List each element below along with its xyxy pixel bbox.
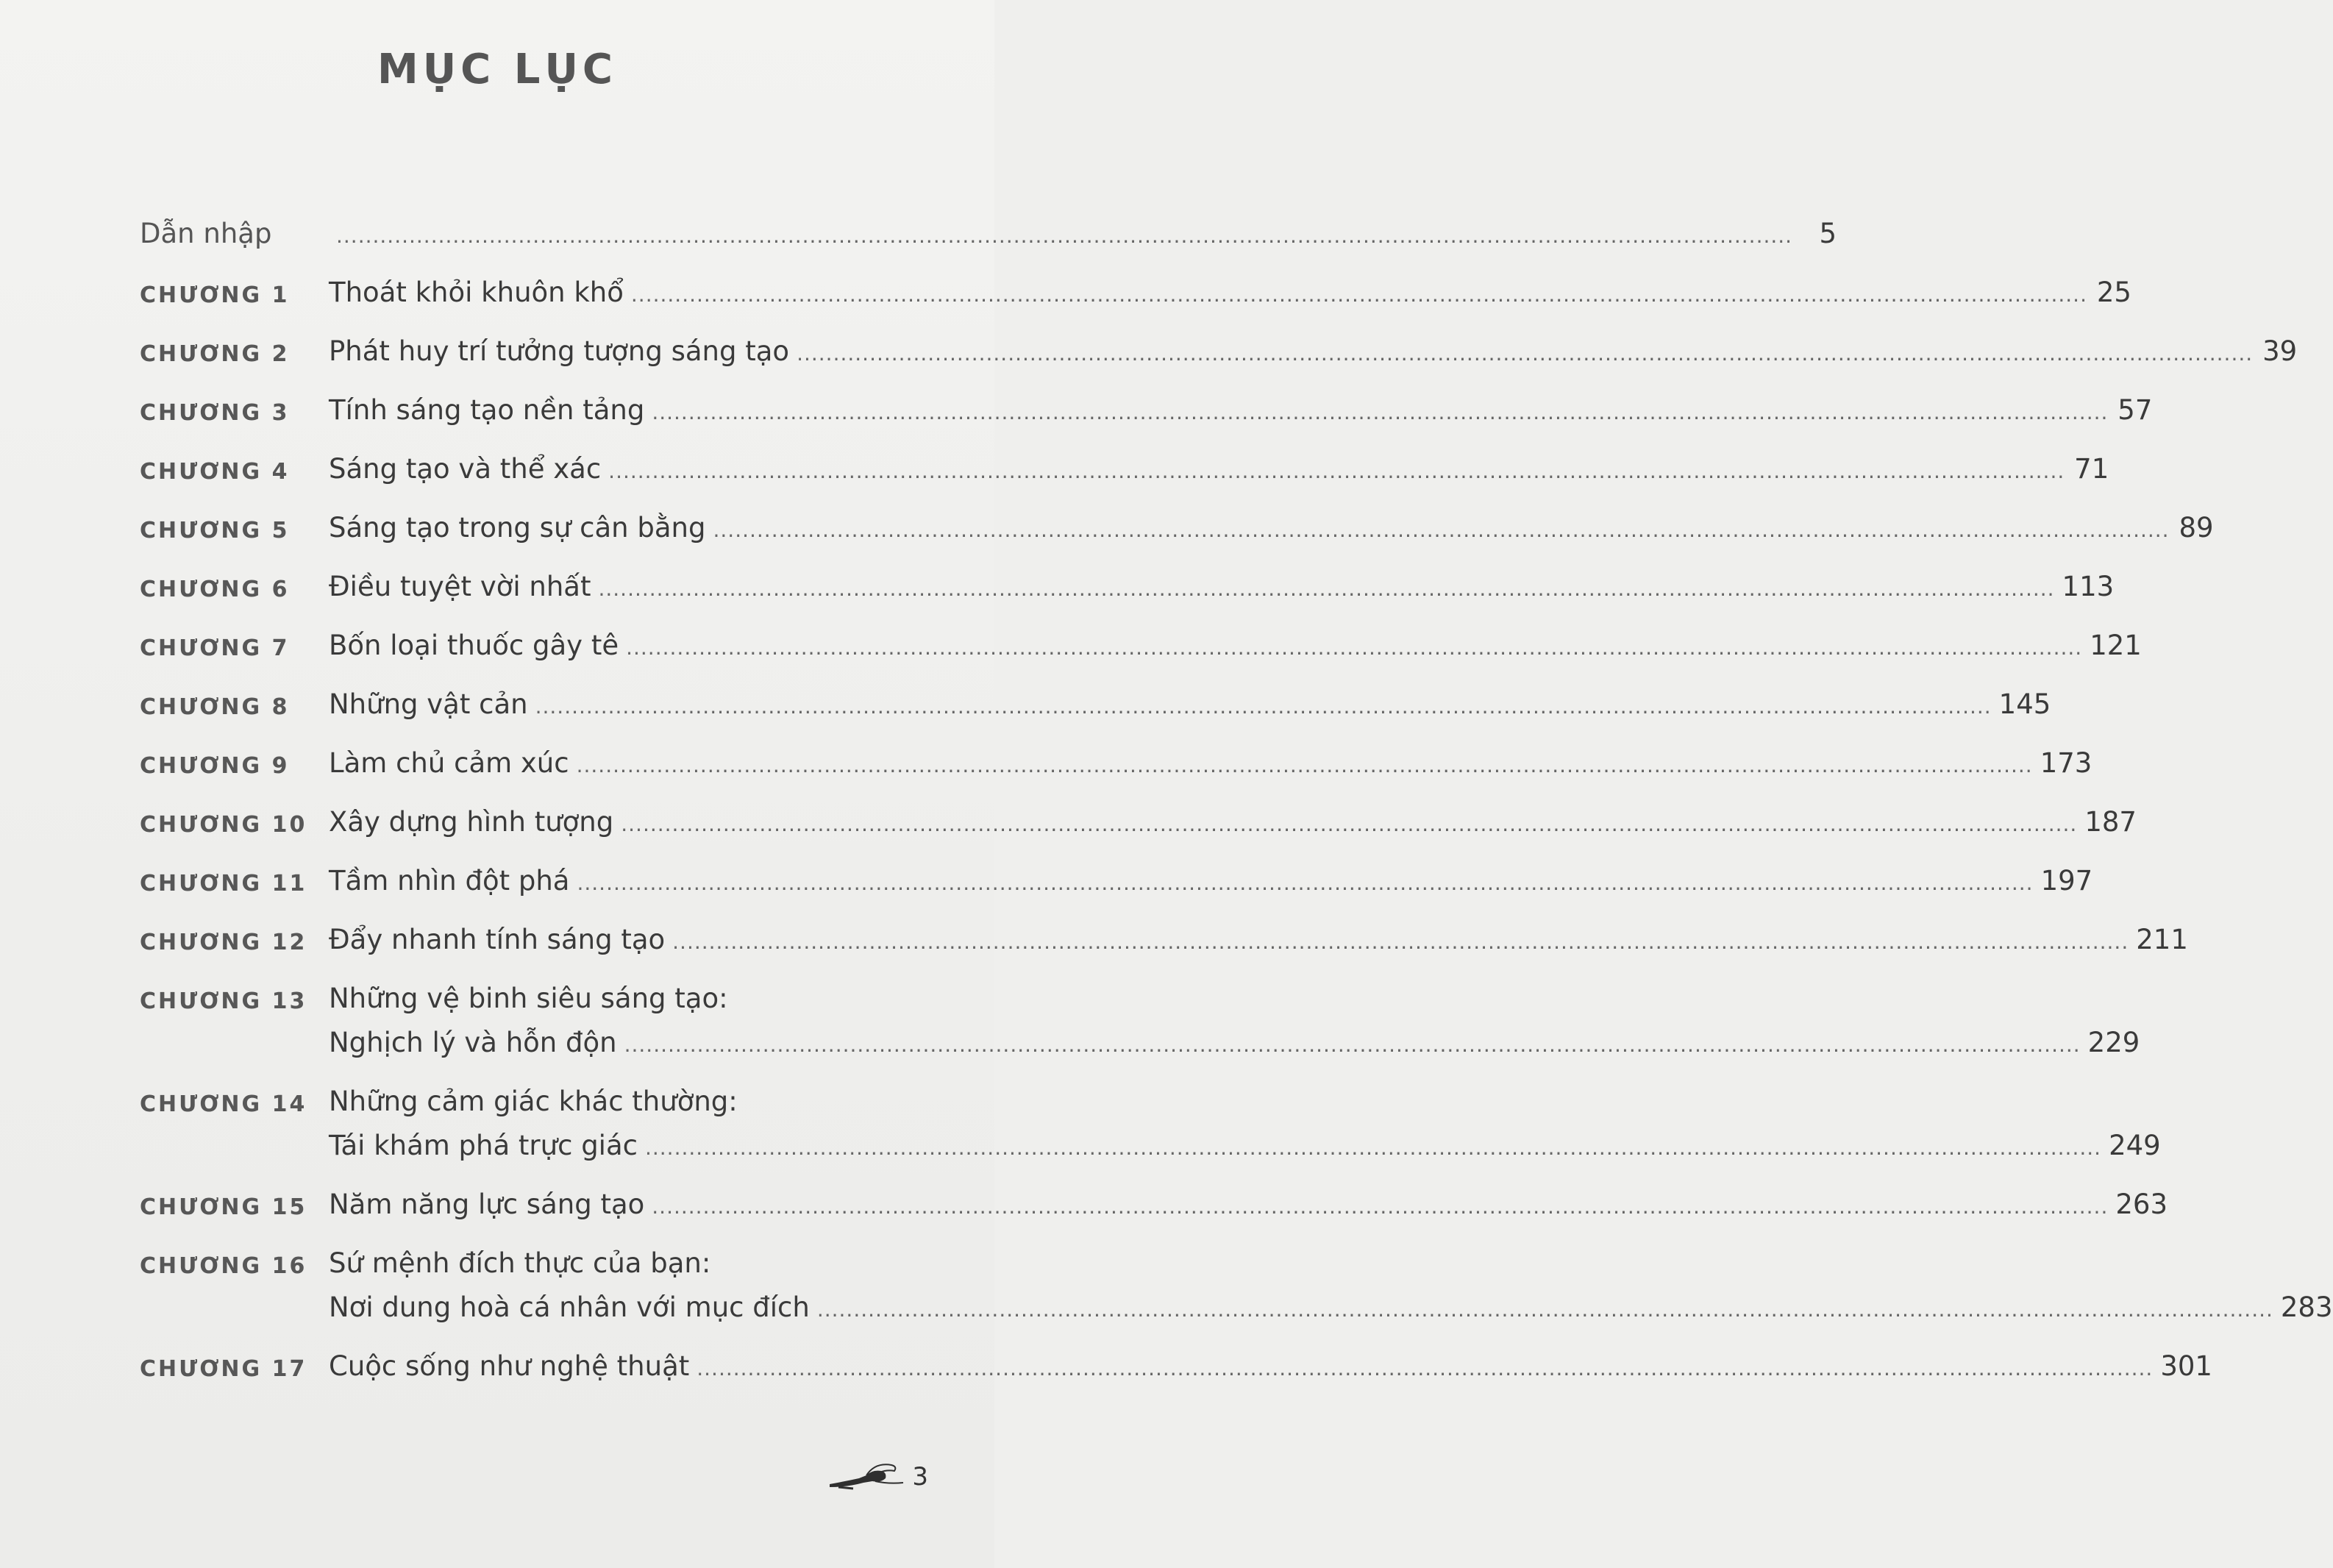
page-reference: 121 xyxy=(2090,630,2142,661)
chapter-title: Sứ mệnh đích thực của bạn: xyxy=(329,1247,711,1279)
page-reference: 173 xyxy=(2040,747,2092,779)
dot-leader: ........................................................................................................................................................................................................ xyxy=(652,400,2109,424)
toc-entry xyxy=(140,218,1837,262)
page-title: MỤC LỤC xyxy=(377,46,618,93)
dot-leader: ........................................................................................................................................................................................................ xyxy=(577,871,2034,895)
chapter-title: Những cảm giác khác thường: xyxy=(329,1086,738,1117)
dot-leader: ........................................................................................................................................................................................................ xyxy=(598,577,2055,601)
entry-line xyxy=(329,512,2214,556)
chapter-title: Phát huy trí tưởng tượng sáng tạo xyxy=(329,335,790,367)
entry-line xyxy=(329,630,2142,674)
dot-leader: ........................................................................................................................................................................................................ xyxy=(652,1194,2109,1219)
chapter-title: Thoát khỏi khuôn khổ xyxy=(329,277,624,308)
chapter-title: Những vật cản xyxy=(329,688,528,720)
entry-line xyxy=(329,1130,2161,1174)
chapter-label: CHƯƠNG 12 xyxy=(140,930,307,955)
chapter-title: Nơi dung hoà cá nhân với mục đích xyxy=(329,1291,810,1323)
toc-entry xyxy=(140,335,2298,379)
entry-content xyxy=(329,571,2114,615)
entry-content xyxy=(329,1247,2333,1336)
toc-entry xyxy=(140,1189,2168,1233)
entry-content xyxy=(329,747,2092,791)
dot-leader: ........................................................................................................................................................................................................ xyxy=(608,459,2065,483)
table-of-contents xyxy=(140,218,2333,1409)
dot-leader: ........................................................................................................................................................................................................ xyxy=(621,812,2078,836)
chapter-title: Sáng tạo và thể xác xyxy=(329,453,602,485)
chapter-label: CHƯƠNG 5 xyxy=(140,518,290,544)
chapter-title: Bốn loại thuốc gây tê xyxy=(329,630,619,661)
page-reference: 39 xyxy=(2262,335,2298,367)
chapter-label: CHƯƠNG 16 xyxy=(140,1253,307,1279)
dot-leader: ........................................................................................................................................................................................................ xyxy=(816,1297,2273,1322)
chapter-label: CHƯƠNG 6 xyxy=(140,577,290,602)
entry-content xyxy=(329,1350,2212,1394)
entry-line xyxy=(329,1027,2140,1071)
dot-leader: ........................................................................................................................................................................................................ xyxy=(713,518,2170,542)
entry-content xyxy=(329,806,2137,850)
toc-entry xyxy=(140,571,2115,615)
page-reference: 229 xyxy=(2087,1027,2140,1058)
dot-leader: ........................................................................................................................................................................................................ xyxy=(624,1033,2081,1057)
entry-line xyxy=(329,277,2131,321)
page-reference: 89 xyxy=(2179,512,2214,544)
entry-content xyxy=(329,512,2214,556)
chapter-title: Làm chủ cảm xúc xyxy=(329,747,569,779)
chapter-title: Nghịch lý và hỗn độn xyxy=(329,1027,617,1058)
bird-ornament-icon xyxy=(824,1459,905,1494)
entry-line xyxy=(329,453,2109,497)
dot-leader: ........................................................................................................................................................................................................ xyxy=(797,341,2254,366)
dot-leader: ........................................................................................................................................................................................................ xyxy=(535,694,1992,719)
page-reference: 113 xyxy=(2062,571,2115,602)
toc-entry xyxy=(140,277,2131,321)
chapter-title: Sáng tạo trong sự cân bằng xyxy=(329,512,706,544)
page-reference: 5 xyxy=(1819,218,1837,249)
chapter-title: Đẩy nhanh tính sáng tạo xyxy=(329,924,666,955)
chapter-label: CHƯƠNG 13 xyxy=(140,988,307,1014)
entry-line xyxy=(329,1189,2168,1233)
intro-label: Dẫn nhập xyxy=(140,218,272,249)
chapter-label: CHƯƠNG 3 xyxy=(140,400,290,426)
page-reference: 187 xyxy=(2084,806,2137,838)
entry-content xyxy=(329,394,2152,438)
entry-line xyxy=(329,806,2137,850)
chapter-label: CHƯƠNG 17 xyxy=(140,1356,307,1382)
chapter-title: Tính sáng tạo nền tảng xyxy=(329,394,645,426)
entry-content xyxy=(329,630,2142,674)
dot-leader: ........................................................................................................................................................................................................ xyxy=(672,930,2129,954)
entry-line xyxy=(329,983,2140,1027)
chapter-label: CHƯƠNG 7 xyxy=(140,635,290,661)
page-reference: 57 xyxy=(2117,394,2153,426)
dot-leader: ........................................................................................................................................................................................................ xyxy=(697,1356,2154,1380)
entry-line xyxy=(329,1086,2161,1130)
entry-content xyxy=(329,335,2297,379)
chapter-label: CHƯƠNG 14 xyxy=(140,1091,307,1117)
chapter-label: CHƯƠNG 8 xyxy=(140,694,290,720)
page-reference: 145 xyxy=(1998,688,2051,720)
toc-entry xyxy=(140,924,2188,968)
chapter-label: CHƯƠNG 1 xyxy=(140,282,290,308)
entry-line xyxy=(329,865,2092,909)
chapter-title: Những vệ binh siêu sáng tạo: xyxy=(329,983,728,1014)
entry-content xyxy=(329,1189,2168,1233)
chapter-label: CHƯƠNG 9 xyxy=(140,753,290,779)
toc-entry xyxy=(140,1086,2161,1174)
entry-content xyxy=(329,218,1837,262)
toc-entry xyxy=(140,865,2093,909)
toc-entry xyxy=(140,394,2153,438)
page-reference: 301 xyxy=(2160,1350,2212,1382)
chapter-title: Năm năng lực sáng tạo xyxy=(329,1189,645,1220)
chapter-title: Điều tuyệt vời nhất xyxy=(329,571,591,602)
page-reference: 197 xyxy=(2040,865,2093,897)
entry-content xyxy=(329,865,2092,909)
dot-leader: ........................................................................................................................................................................................................ xyxy=(336,224,1793,248)
entry-line xyxy=(329,394,2152,438)
entry-line xyxy=(329,1247,2333,1291)
entry-content xyxy=(329,688,2051,733)
page-footer xyxy=(824,1459,928,1494)
entry-content xyxy=(329,453,2109,497)
page-reference: 283 xyxy=(2280,1291,2333,1323)
chapter-title: Tái khám phá trực giác xyxy=(329,1130,638,1161)
page-reference: 25 xyxy=(2096,277,2131,308)
entry-content xyxy=(329,983,2140,1071)
dot-leader: ........................................................................................................................................................................................................ xyxy=(644,1136,2102,1160)
dot-leader: ........................................................................................................................................................................................................ xyxy=(576,753,2033,777)
entry-content xyxy=(329,1086,2161,1174)
chapter-label: CHƯƠNG 2 xyxy=(140,341,290,367)
toc-entry xyxy=(140,453,2109,497)
chapter-title: Xây dựng hình tượng xyxy=(329,806,614,838)
entry-line xyxy=(329,1350,2212,1394)
page-reference: 249 xyxy=(2109,1130,2161,1161)
toc-entry xyxy=(140,1350,2212,1394)
entry-line xyxy=(329,688,2051,733)
entry-line xyxy=(329,747,2092,791)
entry-line xyxy=(329,1291,2333,1336)
toc-entry xyxy=(140,806,2137,850)
chapter-label: CHƯƠNG 4 xyxy=(140,459,290,485)
page-reference: 263 xyxy=(2115,1189,2168,1220)
toc-entry xyxy=(140,512,2214,556)
entry-line xyxy=(329,218,1837,262)
toc-entry xyxy=(140,630,2142,674)
toc-entry xyxy=(140,983,2140,1071)
entry-content xyxy=(329,924,2188,968)
dot-leader: ........................................................................................................................................................................................................ xyxy=(630,282,2087,307)
page-reference: 211 xyxy=(2136,924,2188,955)
entry-line xyxy=(329,571,2114,615)
chapter-title: Tầm nhìn đột phá xyxy=(329,865,570,897)
chapter-label: CHƯƠNG 15 xyxy=(140,1194,307,1220)
chapter-label: CHƯƠNG 10 xyxy=(140,812,307,838)
entry-content xyxy=(329,277,2131,321)
chapter-title: Cuộc sống như nghệ thuật xyxy=(329,1350,690,1382)
page-reference: 71 xyxy=(2074,453,2109,485)
entry-line xyxy=(329,335,2297,379)
page-number: 3 xyxy=(912,1462,928,1492)
toc-entry xyxy=(140,747,2092,791)
dot-leader: ........................................................................................................................................................................................................ xyxy=(626,635,2083,660)
toc-entry xyxy=(140,1247,2333,1336)
chapter-label: CHƯƠNG 11 xyxy=(140,871,307,897)
toc-entry xyxy=(140,688,2051,733)
entry-line xyxy=(329,924,2188,968)
